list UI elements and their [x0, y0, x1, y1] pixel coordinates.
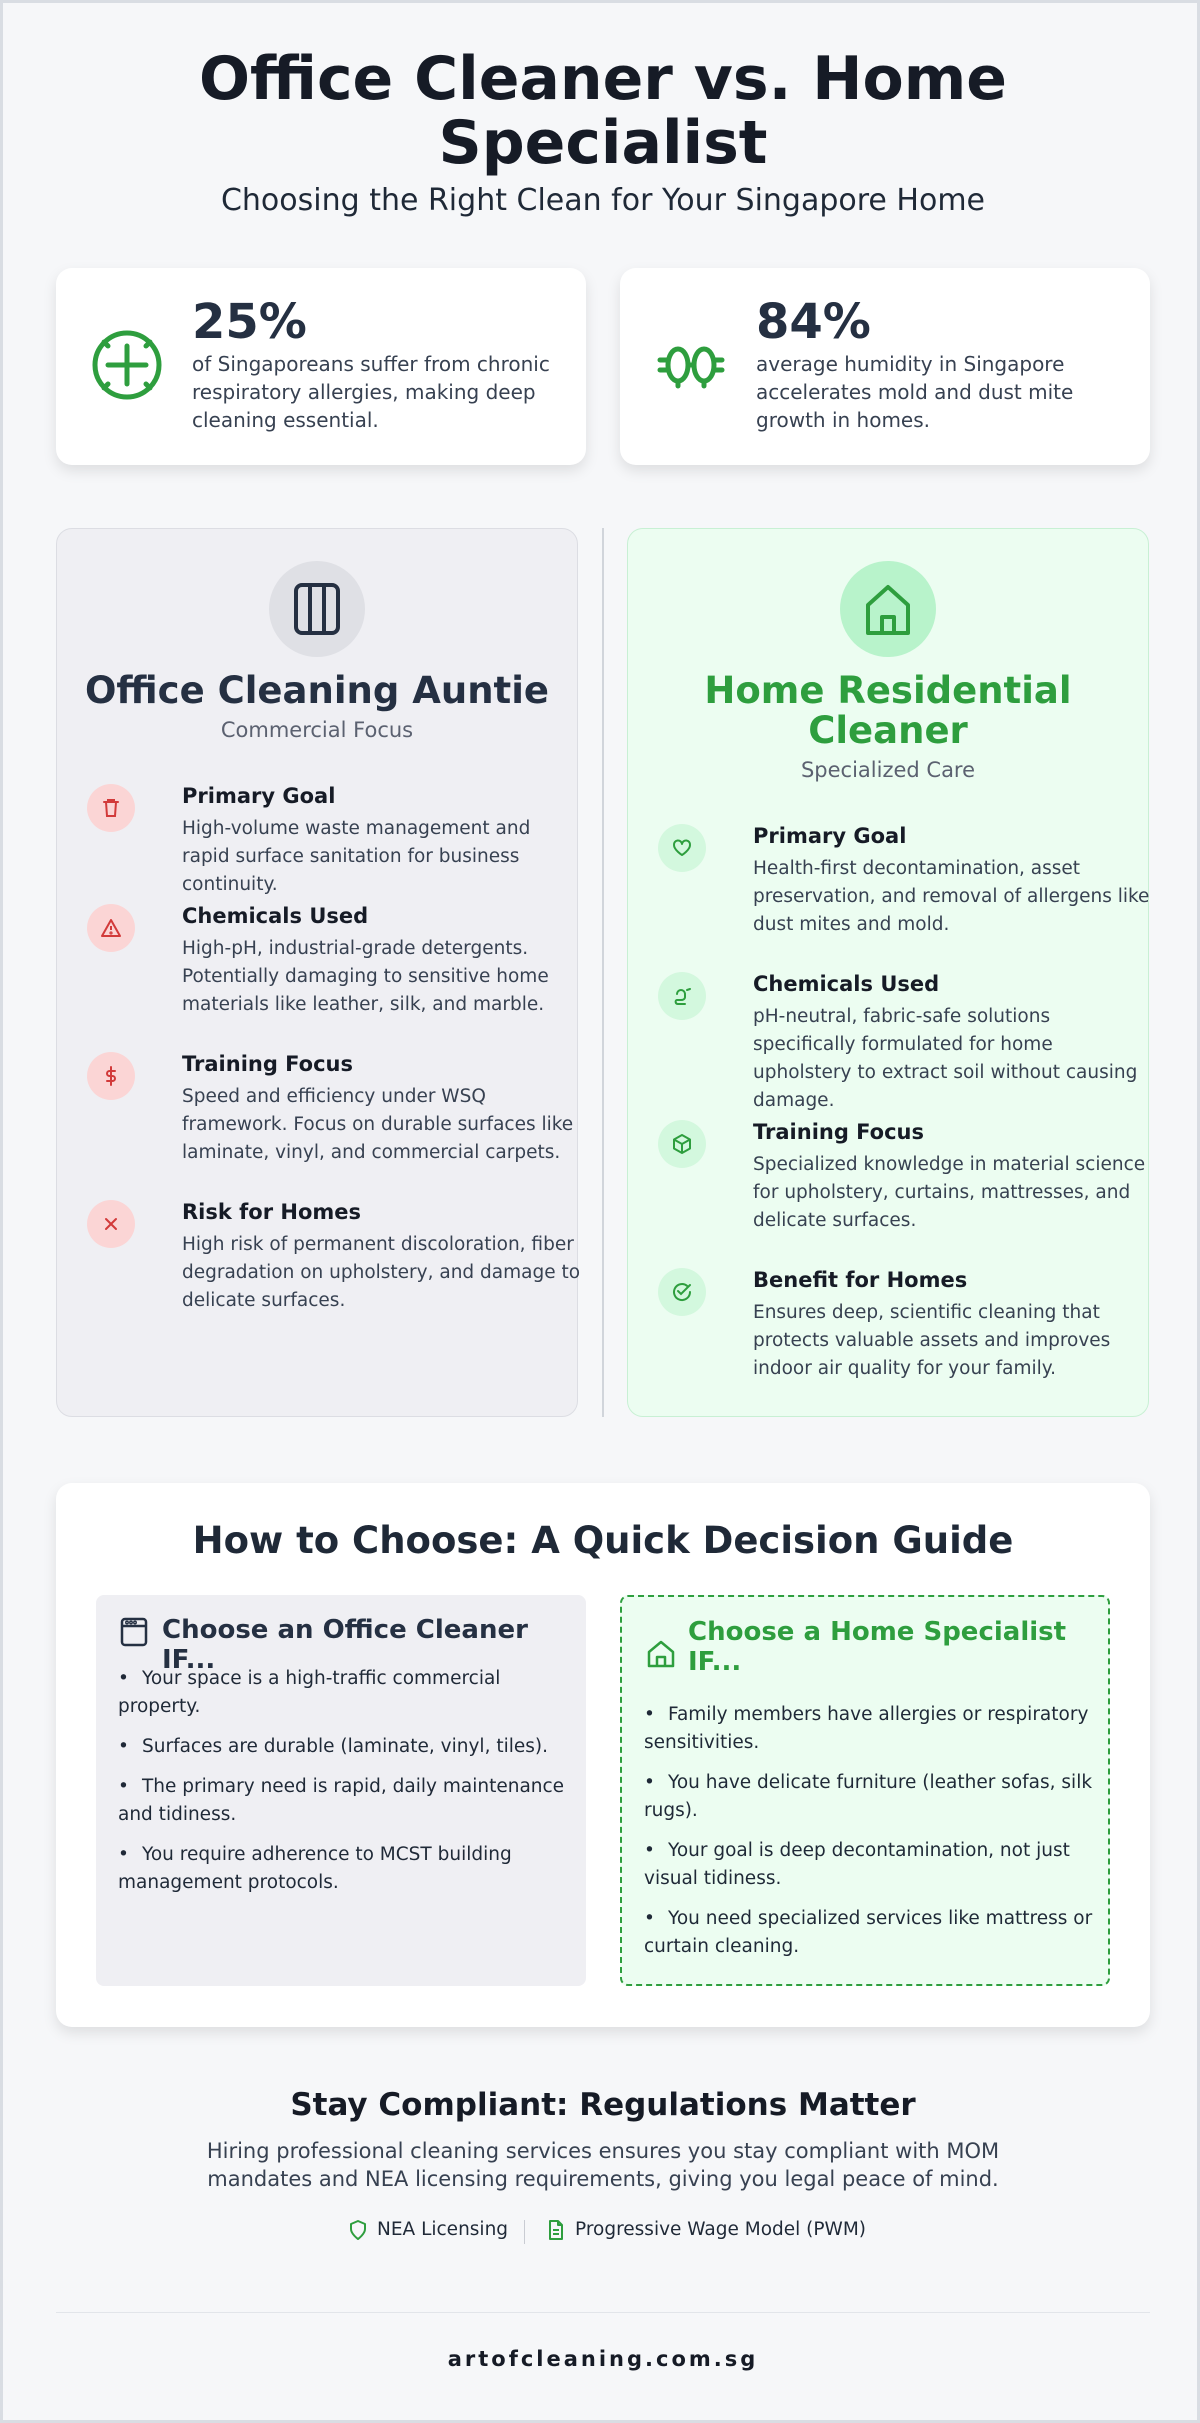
cube-icon	[671, 1133, 693, 1155]
office-subtitle: Commercial Focus	[220, 718, 414, 742]
home-icon-circle	[840, 561, 936, 657]
item-text: High risk of permanent discoloration, fiber degradation on upholstery, and damage to delicate surfaces.	[182, 1234, 581, 1311]
item-heading: Primary Goal	[753, 824, 907, 848]
stat-card-allergies	[56, 268, 586, 465]
shield-icon	[347, 2219, 369, 2241]
list-item: • Surfaces are durable (laminate, vinyl, tiles).	[118, 1733, 568, 1761]
spray-icon-bubble	[658, 972, 706, 1020]
page-title: Office Cleaner vs. Home Specialist	[199, 44, 1007, 178]
item-heading: Chemicals Used	[182, 904, 369, 928]
close-icon-bubble	[87, 1200, 135, 1248]
list-item: • You need specialized services like mattress or curtain cleaning.	[644, 1905, 1094, 1961]
stat-value: 84%	[756, 294, 871, 350]
compliance-section	[3, 2087, 1200, 2193]
item-text: Health-first decontamination, asset preservation, and removal of allergens like dust mites and mold.	[753, 858, 1150, 935]
column-divider	[602, 528, 604, 1417]
item-text: High-volume waste management and rapid surface sanitation for business continuity.	[182, 818, 531, 895]
guide-home-list	[644, 1701, 1094, 1973]
list-item: • The primary need is rapid, daily maintenance and tidiness.	[118, 1773, 568, 1829]
item-heading: Chemicals Used	[753, 972, 940, 996]
footer-url: artofcleaning.com.sg	[447, 2347, 759, 2371]
stat-description: average humidity in Singapore accelerates mold and dust mite growth in homes.	[756, 352, 1074, 432]
list-item: • You have delicate furniture (leather sofas, silk rugs).	[644, 1769, 1094, 1825]
dollar-icon-bubble	[87, 1052, 135, 1100]
header	[3, 44, 1200, 218]
guide-home-box	[620, 1595, 1110, 1986]
guide-office-heading: Choose an Office Cleaner IF...	[162, 1615, 528, 1675]
compliance-text: Hiring professional cleaning services ensures you stay compliant with MOM mandates and NEA licensing requirements, giving you legal peace of mind.	[206, 2139, 1000, 2191]
item-text: Speed and efficiency under WSQ framework. Focus on durable surfaces like laminate, vinyl, and commercial carpets.	[182, 1086, 574, 1163]
virus-icon	[90, 328, 164, 402]
list-item: • Your space is a high-traffic commercial property.	[118, 1665, 568, 1721]
stat-description: of Singaporeans suffer from chronic respiratory allergies, making deep cleaning essential.	[192, 352, 550, 432]
badge-label: NEA Licensing	[377, 2219, 509, 2240]
list-item: • You require adherence to MCST building management protocols.	[118, 1841, 568, 1897]
home-cleaner-column	[627, 528, 1149, 1417]
home-title: Home Residential Cleaner	[704, 669, 1072, 752]
stat-value: 25%	[192, 294, 307, 350]
dollar-icon	[100, 1065, 122, 1087]
check-circle-icon-bubble	[658, 1268, 706, 1316]
item-heading: Risk for Homes	[182, 1200, 362, 1224]
heart-icon-bubble	[658, 824, 706, 872]
warning-icon-bubble	[87, 904, 135, 952]
close-icon	[100, 1213, 122, 1235]
badge-separator	[524, 2220, 525, 2244]
document-icon	[545, 2219, 567, 2241]
guide-title: How to Choose: A Quick Decision Guide	[192, 1519, 1014, 1562]
bacteria-icon	[654, 328, 728, 402]
item-heading: Training Focus	[753, 1120, 925, 1144]
heart-icon	[671, 837, 693, 859]
list-item: • Family members have allergies or respiratory sensitivities.	[644, 1701, 1094, 1757]
building-columns-icon	[293, 581, 341, 637]
office-title: Office Cleaning Auntie	[84, 669, 550, 712]
guide-home-heading: Choose a Home Specialist IF...	[688, 1617, 1067, 1677]
page-subtitle: Choosing the Right Clean for Your Singapore Home	[220, 183, 986, 218]
office-cleaner-column	[56, 528, 581, 1417]
item-text: pH-neutral, fabric-safe solutions specifically formulated for home upholstery to extract soil without causing damage.	[753, 1006, 1138, 1111]
footer-divider	[56, 2312, 1150, 2313]
item-heading: Benefit for Homes	[753, 1268, 968, 1292]
compliance-badges	[3, 2217, 1200, 2247]
check-circle-icon	[671, 1281, 693, 1303]
compliance-title: Stay Compliant: Regulations Matter	[290, 2087, 916, 2123]
stat-card-humidity	[620, 268, 1150, 465]
warning-icon	[100, 917, 122, 939]
guide-office-list	[118, 1665, 568, 1909]
cube-icon-bubble	[658, 1120, 706, 1168]
trash-icon	[100, 797, 122, 819]
item-heading: Training Focus	[182, 1052, 354, 1076]
item-text: High-pH, industrial-grade detergents. Potentially damaging to sensitive home materials like leather, silk, and marble.	[182, 938, 549, 1015]
house-icon	[864, 581, 912, 637]
item-text: Ensures deep, scientific cleaning that protects valuable assets and improves indoor air quality for your family.	[753, 1302, 1111, 1379]
guide-office-box	[96, 1595, 586, 1986]
office-icon-circle	[269, 561, 365, 657]
item-text: Specialized knowledge in material science for upholstery, curtains, mattresses, and delicate surfaces.	[753, 1154, 1146, 1231]
spray-icon	[671, 985, 693, 1007]
item-heading: Primary Goal	[182, 784, 336, 808]
badge-label: Progressive Wage Model (PWM)	[575, 2219, 867, 2240]
house-icon	[646, 1639, 676, 1669]
home-subtitle: Specialized Care	[800, 758, 976, 782]
window-icon	[120, 1617, 148, 1647]
list-item: • Your goal is deep decontamination, not just visual tidiness.	[644, 1837, 1094, 1893]
decision-guide	[56, 1483, 1150, 2027]
trash-icon-bubble	[87, 784, 135, 832]
